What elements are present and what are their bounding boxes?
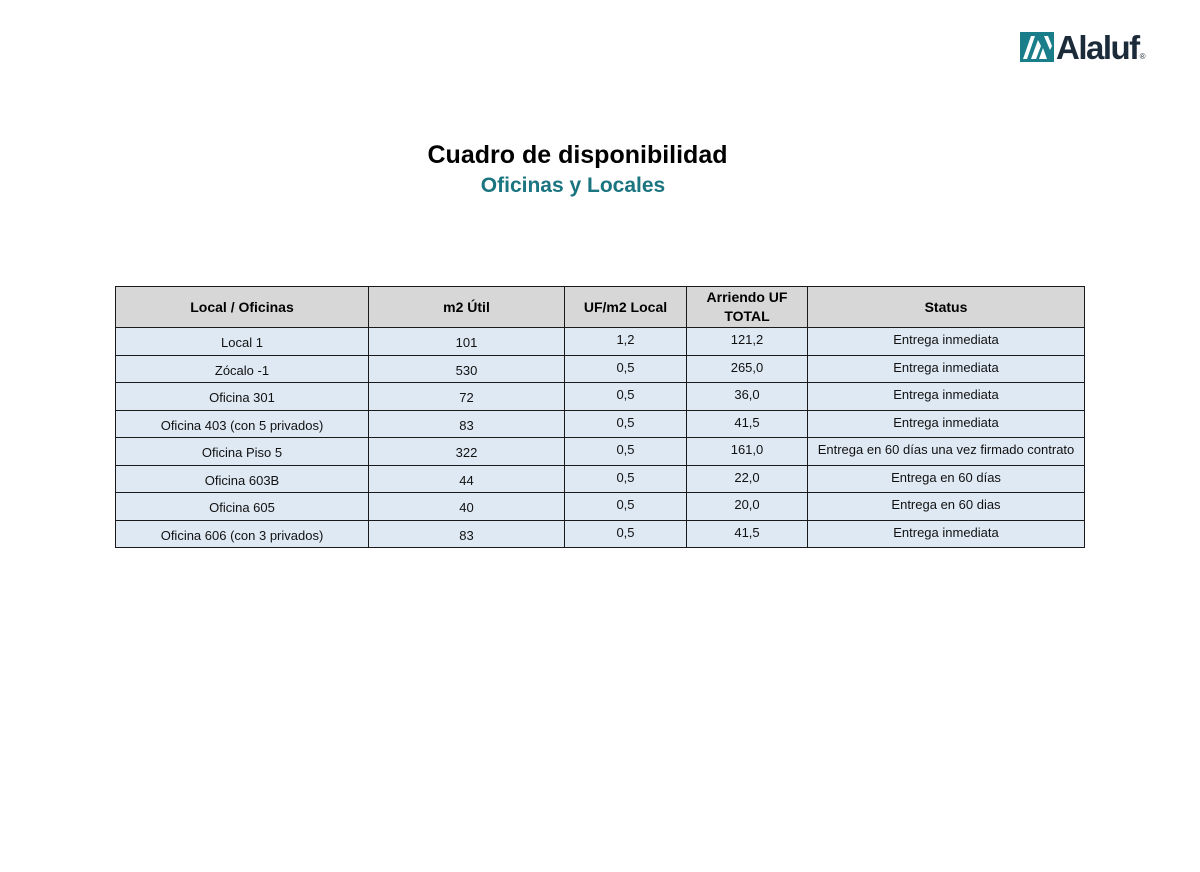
cell-total: 265,0 [687, 355, 808, 383]
cell-status: Entrega inmediata [808, 328, 1085, 356]
table-row [116, 383, 1085, 411]
cell-m2: 40 [369, 493, 565, 521]
cell-name: Oficina 403 (con 5 privados) [116, 410, 369, 438]
cell-m2: 83 [369, 410, 565, 438]
column-header-arriendo-total: Arriendo UF TOTAL [687, 287, 808, 328]
company-logo [1020, 30, 1146, 64]
registered-mark: ® [1139, 52, 1146, 61]
cell-status: Entrega en 60 días [808, 465, 1085, 493]
table-row [116, 438, 1085, 466]
column-header-status: Status [808, 287, 1085, 328]
availability-table [115, 286, 1085, 548]
column-header-uf-m2: UF/m2 Local [565, 287, 687, 328]
cell-uf-m2: 0,5 [565, 520, 687, 548]
cell-m2: 83 [369, 520, 565, 548]
cell-name: Local 1 [116, 328, 369, 356]
cell-uf-m2: 1,2 [565, 328, 687, 356]
cell-m2: 72 [369, 383, 565, 411]
cell-total: 20,0 [687, 493, 808, 521]
cell-m2: 322 [369, 438, 565, 466]
cell-name: Oficina 603B [116, 465, 369, 493]
page-subtitle: Oficinas y Locales [480, 174, 666, 197]
availability-table-container [115, 286, 1085, 548]
cell-name: Oficina 606 (con 3 privados) [116, 520, 369, 548]
logo-text: Alaluf [1056, 28, 1139, 66]
table-row [116, 520, 1085, 548]
cell-name: Oficina Piso 5 [116, 438, 369, 466]
cell-uf-m2: 0,5 [565, 355, 687, 383]
cell-uf-m2: 0,5 [565, 493, 687, 521]
cell-uf-m2: 0,5 [565, 410, 687, 438]
table-row [116, 465, 1085, 493]
cell-uf-m2: 0,5 [565, 383, 687, 411]
cell-status: Entrega inmediata [808, 520, 1085, 548]
table-row [116, 410, 1085, 438]
column-header-local: Local / Oficinas [116, 287, 369, 328]
cell-status: Entrega inmediata [808, 410, 1085, 438]
cell-m2: 44 [369, 465, 565, 493]
cell-name: Zócalo -1 [116, 355, 369, 383]
cell-name: Oficina 301 [116, 383, 369, 411]
cell-status: Entrega en 60 días una vez firmado contrato [808, 438, 1085, 466]
cell-status: Entrega inmediata [808, 355, 1085, 383]
cell-uf-m2: 0,5 [565, 465, 687, 493]
table-row [116, 493, 1085, 521]
cell-total: 161,0 [687, 438, 808, 466]
alaluf-logo-icon [1020, 32, 1054, 62]
cell-m2: 101 [369, 328, 565, 356]
cell-status: Entrega inmediata [808, 383, 1085, 411]
cell-total: 36,0 [687, 383, 808, 411]
cell-uf-m2: 0,5 [565, 438, 687, 466]
cell-status: Entrega en 60 dias [808, 493, 1085, 521]
page-title: Cuadro de disponibilidad [427, 141, 728, 169]
cell-total: 41,5 [687, 410, 808, 438]
table-row [116, 328, 1085, 356]
table-row [116, 355, 1085, 383]
cell-name: Oficina 605 [116, 493, 369, 521]
cell-total: 22,0 [687, 465, 808, 493]
cell-total: 41,5 [687, 520, 808, 548]
column-header-m2: m2 Útil [369, 287, 565, 328]
cell-total: 121,2 [687, 328, 808, 356]
table-header-row [116, 287, 1085, 328]
cell-m2: 530 [369, 355, 565, 383]
